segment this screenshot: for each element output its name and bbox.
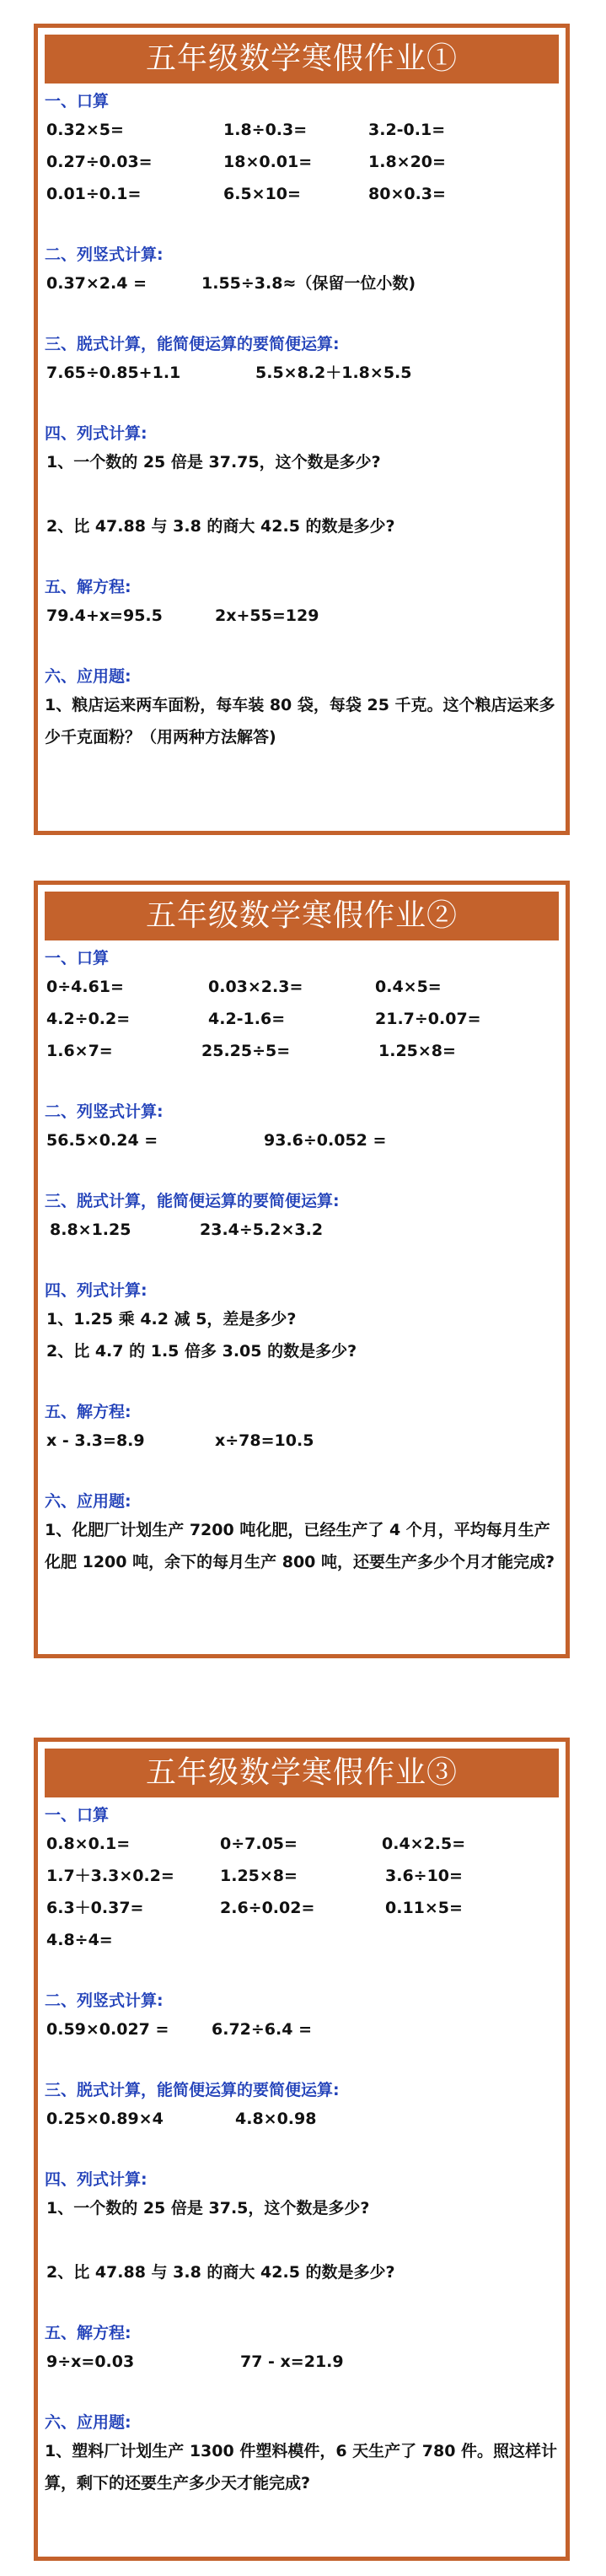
question: 2、比 47.88 与 3.8 的商大 42.5 的数是多少?	[46, 2263, 395, 2282]
exercise: 1.25×8=	[378, 1042, 456, 1060]
exercise: 0.4×2.5=	[382, 1835, 466, 1853]
exercise-row	[45, 1214, 559, 1246]
question: 2、比 47.88 与 3.8 的商大 42.5 的数是多少?	[46, 517, 395, 536]
exercise: 1.6×7=	[46, 1042, 113, 1060]
exercise: 18×0.01=	[223, 153, 313, 171]
exercise: 4.8×0.98	[235, 2110, 317, 2128]
exercise-row	[45, 1124, 559, 1156]
exercise: 1.8×20=	[368, 153, 446, 171]
exercise: 6.5×10=	[223, 185, 301, 203]
exercise-row	[45, 1924, 559, 1956]
word-problem: 1、塑料厂计划生产 1300 件塑料模件，6 天生产了 780 件。照这样计算，剩下的还要生产多少天才能完成?	[45, 2442, 558, 2492]
exercise: 6.72÷6.4 =	[212, 2020, 312, 2039]
section-heading-vertical: 二、列竖式计算:	[45, 245, 164, 264]
exercise: 0.8×0.1=	[46, 1835, 131, 1853]
exercise-row	[45, 2346, 559, 2378]
exercise-row	[45, 2013, 559, 2045]
exercise: 0÷7.05=	[220, 1835, 298, 1853]
exercise: 79.4+x=95.5	[46, 606, 163, 625]
exercise-row	[45, 971, 559, 1003]
exercise: x - 3.3=8.9	[46, 1431, 145, 1450]
exercise: 0.03×2.3=	[208, 978, 303, 996]
exercise: 23.4÷5.2×3.2	[200, 1221, 324, 1239]
exercise-row	[45, 1892, 559, 1924]
exercise: 0.01÷0.1=	[46, 185, 142, 203]
exercise: 0÷4.61=	[46, 978, 124, 996]
exercise-row	[45, 1035, 559, 1067]
word-problem: 1、化肥厂计划生产 7200 吨化肥，已经生产了 4 个月，平均每月生产化肥 1200 吨，余下的每月生产 800 吨，还要生产多少个月才能完成?	[45, 1521, 555, 1571]
exercise: 1.25×8=	[220, 1867, 298, 1885]
section-heading-oral: 一、口算	[45, 92, 110, 110]
worksheet-3	[34, 1738, 570, 2561]
section-heading-equation: 五、解方程:	[45, 1403, 131, 1421]
exercise-row	[45, 1828, 559, 1860]
exercise: 3.2-0.1=	[368, 121, 446, 139]
section-heading-oral: 一、口算	[45, 1806, 110, 1824]
section-heading-vertical: 二、列竖式计算:	[45, 1102, 164, 1121]
exercise: 93.6÷0.052 =	[264, 1131, 387, 1150]
exercise: 0.4×5=	[375, 978, 442, 996]
exercise: 1.55÷3.8≈（保留一位小数)	[201, 274, 416, 293]
exercise-row	[45, 267, 559, 299]
exercise: 21.7÷0.07=	[375, 1010, 481, 1028]
exercise-row	[45, 1860, 559, 1892]
question: 1、一个数的 25 倍是 37.75，这个数是多少?	[46, 453, 381, 472]
exercise: 0.25×0.89×4	[46, 2110, 164, 2128]
exercise: 25.25÷5=	[201, 1042, 291, 1060]
exercise: 2x+55=129	[215, 606, 319, 625]
worksheet-2	[34, 881, 570, 1658]
exercise-row	[45, 114, 559, 146]
section-heading-expression: 四、列式计算:	[45, 1281, 147, 1300]
section-heading-word-problem: 六、应用题:	[45, 1492, 131, 1511]
exercise-row	[45, 600, 559, 632]
exercise: 4.8÷4=	[46, 1931, 113, 1949]
section-heading-expression: 四、列式计算:	[45, 424, 147, 443]
exercise: 0.37×2.4 =	[46, 274, 147, 293]
exercise: 77 - x=21.9	[240, 2352, 344, 2371]
section-heading-stepwise: 三、脱式计算，能简便运算的要简便运算:	[45, 1192, 340, 1210]
exercise-row	[45, 178, 559, 210]
section-heading-expression: 四、列式计算:	[45, 2170, 147, 2189]
exercise: 2.6÷0.02=	[220, 1899, 315, 1917]
worksheet-title: 五年级数学寒假作业③	[45, 1749, 559, 1797]
exercise: 0.27÷0.03=	[46, 153, 153, 171]
section-heading-equation: 五、解方程:	[45, 578, 131, 596]
exercise: 4.2-1.6=	[208, 1010, 286, 1028]
exercise-row	[45, 146, 559, 178]
exercise: 0.11×5=	[385, 1899, 463, 1917]
question: 2、比 4.7 的 1.5 倍多 3.05 的数是多少?	[46, 1342, 357, 1361]
question: 1、1.25 乘 4.2 减 5，差是多少?	[46, 1310, 297, 1328]
exercise: 0.32×5=	[46, 121, 124, 139]
exercise: 80×0.3=	[368, 185, 446, 203]
exercise: x÷78=10.5	[215, 1431, 314, 1450]
section-heading-equation: 五、解方程:	[45, 2324, 131, 2342]
exercise-row	[45, 357, 559, 389]
section-heading-stepwise: 三、脱式计算，能简便运算的要简便运算:	[45, 335, 340, 353]
exercise: 8.8×1.25	[50, 1221, 131, 1239]
exercise-row	[45, 2103, 559, 2135]
exercise-row	[45, 1425, 559, 1457]
exercise: 1.7＋3.3×0.2=	[46, 1867, 174, 1885]
section-heading-stepwise: 三、脱式计算，能简便运算的要简便运算:	[45, 2081, 340, 2099]
exercise-row	[45, 1003, 559, 1035]
exercise: 7.65÷0.85+1.1	[46, 364, 181, 382]
exercise: 5.5×8.2＋1.8×5.5	[255, 364, 412, 382]
section-heading-vertical: 二、列竖式计算:	[45, 1991, 164, 2010]
exercise: 6.3＋0.37=	[46, 1899, 144, 1917]
worksheet-title: 五年级数学寒假作业②	[45, 892, 559, 940]
section-heading-word-problem: 六、应用题:	[45, 2413, 131, 2432]
exercise: 3.6÷10=	[385, 1867, 463, 1885]
exercise: 9÷x=0.03	[46, 2352, 135, 2371]
worksheet-title: 五年级数学寒假作业①	[45, 35, 559, 84]
exercise: 0.59×0.027 =	[46, 2020, 169, 2039]
exercise: 56.5×0.24 =	[46, 1131, 158, 1150]
exercise: 1.8÷0.3=	[223, 121, 308, 139]
question: 1、一个数的 25 倍是 37.5，这个数是多少?	[46, 2199, 370, 2218]
worksheet-1	[34, 24, 570, 835]
exercise: 4.2÷0.2=	[46, 1010, 131, 1028]
section-heading-oral: 一、口算	[45, 949, 110, 967]
section-heading-word-problem: 六、应用题:	[45, 667, 131, 686]
word-problem: 1、粮店运来两车面粉，每车装 80 袋，每袋 25 千克。这个粮店运来多少千克面粉？（用两种方法解答)	[45, 696, 555, 746]
